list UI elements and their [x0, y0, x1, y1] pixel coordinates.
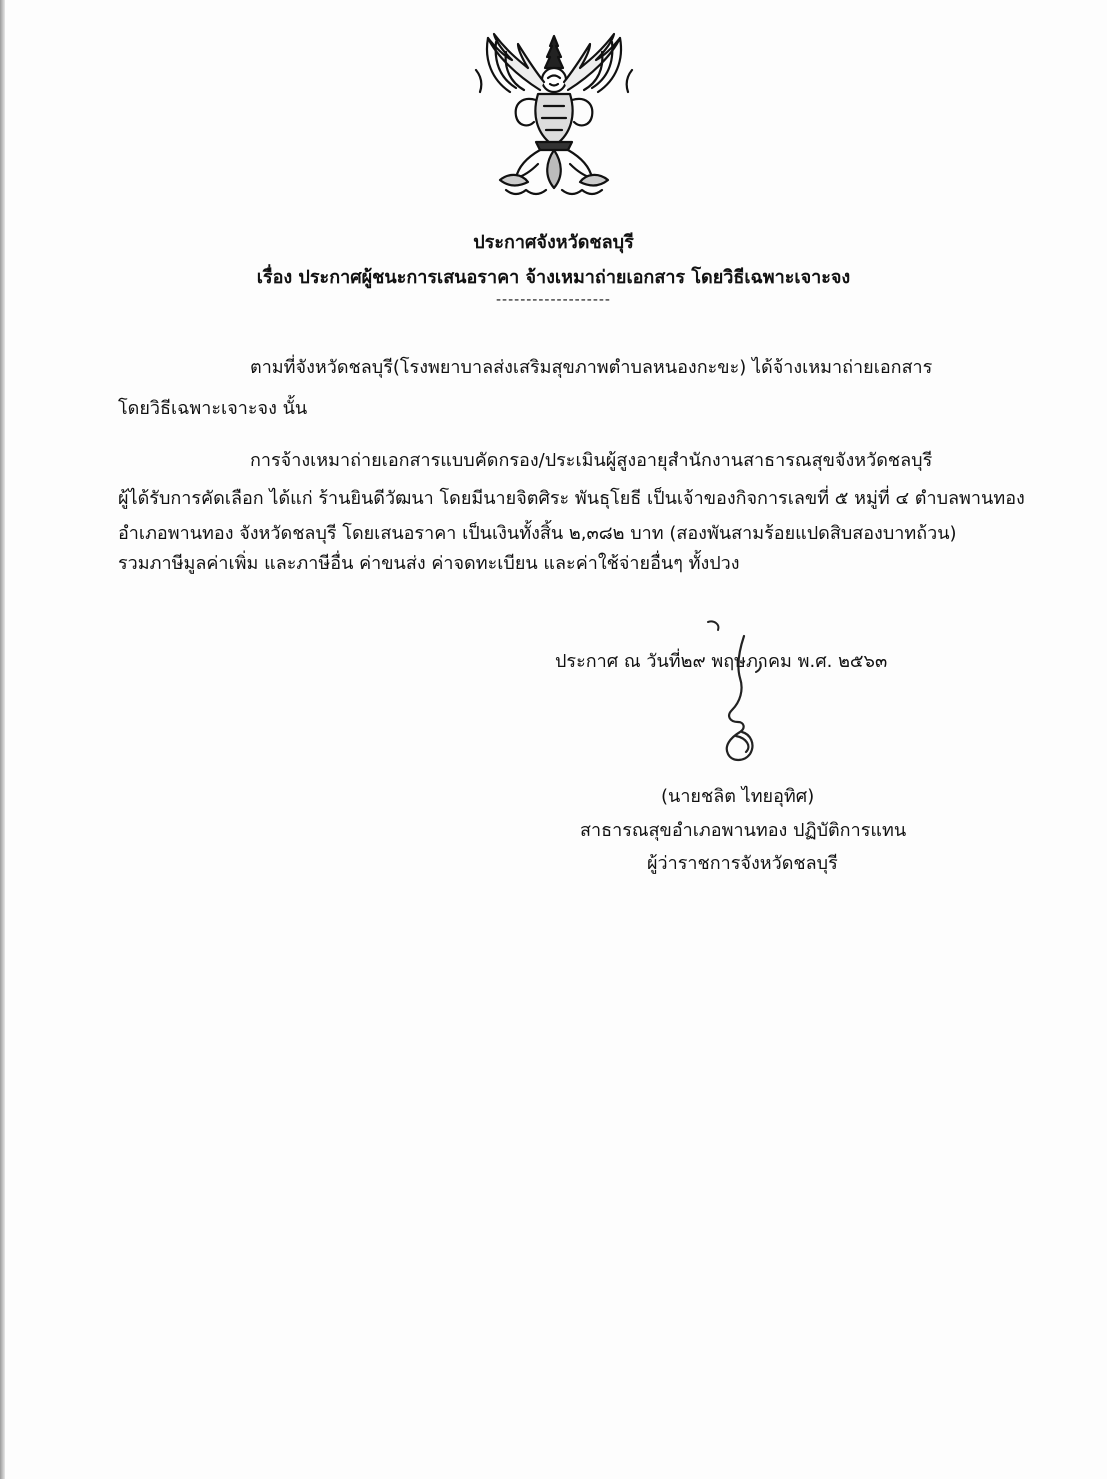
announcement-date: ประกาศ ณ วันที่๒๙ พฤษภาคม พ.ศ. ๒๕๖๓	[555, 651, 888, 672]
body-text-line: ผู้ได้รับการคัดเลือก ได้แก่ ร้านยินดีวัฒนา โดยมีนายจิตศิระ พันธุโยธี เป็นเจ้าของกิจการเลขที่ ๕ หมู่ที่ ๔ ตำบลพานทอง	[118, 488, 1025, 509]
body-text-line: การจ้างเหมาถ่ายเอกสารแบบคัดกรอง/ประเมินผู้สูงอายุสำนักงานสาธารณสุขจังหวัดชลบุรี	[250, 450, 933, 471]
title-divider: -------------------	[496, 292, 611, 308]
body-text-line: รวมภาษีมูลค่าเพิ่ม และภาษีอื่น ค่าขนส่ง ค่าจดทะเบียน และค่าใช้จ่ายอื่นๆ ทั้งปวง	[118, 553, 740, 574]
handwritten-signature	[700, 618, 780, 768]
garuda-emblem-icon	[466, 30, 642, 202]
signer-name: (นายชลิต ไทยอุทิศ)	[661, 786, 815, 807]
scan-edge-shadow	[0, 0, 5, 1479]
announcement-title: ประกาศจังหวัดชลบุรี	[473, 232, 634, 253]
body-text-line: อำเภอพานทอง จังหวัดชลบุรี โดยเสนอราคา เป็นเงินทั้งสิ้น ๒,๓๘๒ บาท (สองพันสามร้อยแปดสิบสองบาทถ้วน)	[118, 523, 957, 544]
announcement-subject: เรื่อง ประกาศผู้ชนะการเสนอราคา จ้างเหมาถ่ายเอกสาร โดยวิธีเฉพาะเจาะจง	[256, 267, 851, 288]
signer-position: สาธารณสุขอำเภอพานทอง ปฏิบัติการแทน	[580, 820, 907, 841]
body-text-line: โดยวิธีเฉพาะเจาะจง นั้น	[118, 398, 308, 419]
signer-title: ผู้ว่าราชการจังหวัดชลบุรี	[647, 853, 838, 874]
body-text-line: ตามที่จังหวัดชลบุรี(โรงพยาบาลส่งเสริมสุขภาพตำบลหนองกะขะ) ได้จ้างเหมาถ่ายเอกสาร	[250, 357, 933, 378]
